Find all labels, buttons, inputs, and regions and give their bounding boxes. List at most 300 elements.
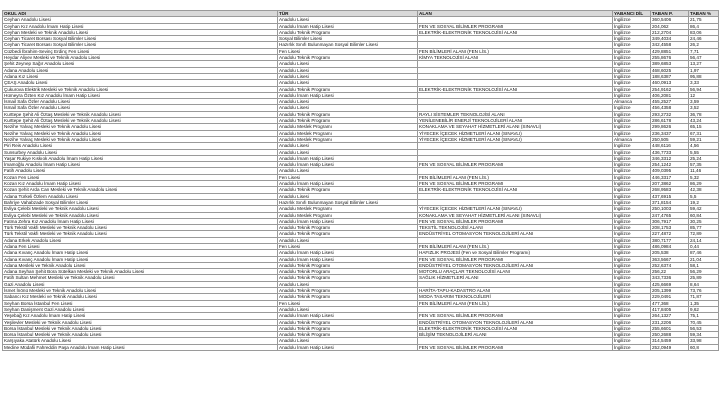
cell-tur: Anadolu Lisesi: [278, 237, 418, 243]
cell-dil: İngilizce: [613, 42, 651, 48]
cell-alan: FEN VE SOSYAL BİLİMLER PROGRAMI: [418, 313, 613, 319]
cell-okul: İsmail Safa Özler Anadolu Lisesi: [3, 99, 278, 105]
cell-taban: 286,6178: [651, 118, 689, 124]
cell-tur: Anadolu Lisesi: [278, 67, 418, 73]
cell-tur: Anadolu Lisesi: [278, 338, 418, 344]
cell-taban: 250,1003: [651, 206, 689, 212]
cell-yuzde: 57,35: [689, 162, 719, 168]
cell-okul: Gazi Anadolu Lisesi: [3, 281, 278, 287]
cell-dil: İngilizce: [613, 174, 651, 180]
cell-taban: 477,368: [651, 300, 689, 306]
cell-alan: FEN VE SOSYAL BİLİMLER PROGRAMI: [418, 344, 613, 350]
cell-dil: İngilizce: [613, 218, 651, 224]
cell-yuzde: 73,76: [689, 288, 719, 294]
cell-taban: 455,2527: [651, 99, 689, 105]
cell-dil: İngilizce: [613, 155, 651, 161]
cell-yuzde: 21,04: [689, 256, 719, 262]
cell-dil: İngilizce: [613, 162, 651, 168]
cell-dil: İngilizce: [613, 294, 651, 300]
cell-okul: Seyhan Borsa İstanbul Fen Lisesi: [3, 300, 278, 306]
cell-okul: Adana Türkeli Özlem Anadolu Lisesi: [3, 193, 278, 199]
cell-taban: 436,7733: [651, 149, 689, 155]
cell-yuzde: 56,94: [689, 86, 719, 92]
cell-alan: KİMYA TEKNOLOJİSİ ALANI: [418, 55, 613, 61]
cell-taban: 437,6915: [651, 193, 689, 199]
cell-tur: Anadolu İmam Hatip Lisesi: [278, 181, 418, 187]
cell-okul: Heydar Aliyev Mesleki ve Teknik Anadolu Lisesi: [3, 55, 278, 61]
cell-tur: Anadolu Lisesi: [278, 193, 418, 199]
cell-okul: Piri Reis Anadolu Lisesi: [3, 143, 278, 149]
cell-tur: Anadolu Lisesi: [278, 80, 418, 86]
cell-dil: İngilizce: [613, 262, 651, 268]
cell-taban: 252,6374: [651, 262, 689, 268]
cell-alan: KONAKLAMA VE SEYAHAT HİZMETLERİ ALANI (SINAVLI): [418, 124, 613, 130]
cell-taban: 299,8626: [651, 124, 689, 130]
cell-dil: İngilizce: [613, 143, 651, 149]
cell-dil: İngilizce: [613, 212, 651, 218]
cell-taban: 349,4034: [651, 36, 689, 42]
cell-tur: Anadolu Teknik Programı: [278, 118, 418, 124]
cell-tur: Anadolu Teknik Programı: [278, 55, 418, 61]
cell-tur: Anadolu Teknik Programı: [278, 294, 418, 300]
cell-okul: Sunsurbey Anadolu Lisesi: [3, 149, 278, 155]
cell-taban: 250,2688: [651, 332, 689, 338]
cell-yuzde: 59,34: [689, 332, 719, 338]
cell-yuzde: 56,29: [689, 269, 719, 275]
cell-alan: FEN VE SOSYAL BİLİMLER PROGRAMI: [418, 256, 613, 262]
cell-yuzde: 60,84: [689, 212, 719, 218]
cell-yuzde: 11,46: [689, 168, 719, 174]
cell-okul: Türk Tekstil Vakfı Mesleki ve Teknik Anadolu Lisesi: [3, 231, 278, 237]
cell-okul: Evliya Çelebi Mesleki ve Teknik Anadolu Lisesi: [3, 212, 278, 218]
cell-okul: Adana Mesleki ve Teknik Anadolu Lisesi: [3, 262, 278, 268]
cell-dil: İngilizce: [613, 48, 651, 54]
cell-taban: 429,8851: [651, 48, 689, 54]
cell-okul: Fatih Anadolu Lisesi: [3, 168, 278, 174]
cell-tur: Anadolu Teknik Programı: [278, 275, 418, 281]
cell-taban: 212,2704: [651, 29, 689, 35]
cell-tur: Fen Lisesi: [278, 174, 418, 180]
cell-alan: TEKSTİL TEKNOLOJİSİ ALANI: [418, 225, 613, 231]
cell-okul: Medine Müdafii Fahreddin Paşa Anadolu İmam Hatip Lisesi: [3, 344, 278, 350]
cell-alan: FEN VE SOSYAL BİLİMLER PROGRAMI: [418, 181, 613, 187]
cell-yuzde: 3,52: [689, 105, 719, 111]
cell-tur: Anadolu İmam Hatip Lisesi: [278, 92, 418, 98]
cell-yuzde: 86,29: [689, 181, 719, 187]
cell-yuzde: 33,98: [689, 338, 719, 344]
cell-tur: Anadolu Lisesi: [278, 105, 418, 111]
cell-taban: 306,7917: [651, 218, 689, 224]
header-dil: YABANCI DİL: [613, 11, 651, 17]
cell-tur: Anadolu Meslek Programı: [278, 136, 418, 142]
cell-tur: Anadolu Lisesi: [278, 17, 418, 23]
cell-taban: 229,0491: [651, 294, 689, 300]
cell-tur: Sosyal Bilimler Lisesi: [278, 36, 418, 42]
cell-yuzde: 83,06: [689, 29, 719, 35]
cell-alan: MOTORLU ARAÇLAR TEKNOLOJİSİ ALANI: [418, 269, 613, 275]
cell-yuzde: 7,71: [689, 48, 719, 54]
cell-dil: İngilizce: [613, 269, 651, 275]
header-taban: TABAN P.: [651, 11, 689, 17]
cell-taban: 363,5667: [651, 256, 689, 262]
cell-okul: Karşıyaka Atatürk Anadolu Lisesi: [3, 338, 278, 344]
cell-taban: 448,6116: [651, 143, 689, 149]
cell-taban: 406,2081: [651, 92, 689, 98]
cell-tur: Anadolu Meslek Programı: [278, 124, 418, 130]
cell-okul: Adana Kıvanç Anadolu İmam Hatip Lisesi: [3, 250, 278, 256]
cell-alan: FEN VE SOSYAL BİLİMLER PROGRAMI: [418, 23, 613, 29]
cell-yuzde: 5,5: [689, 193, 719, 199]
cell-alan: KONAKLAMA VE SEYAHAT HİZMETLERİ ALANI (SINAVLI): [418, 212, 613, 218]
cell-alan: MODA TASARIM TEKNOLOJİLERİ: [418, 294, 613, 300]
cell-dil: İngilizce: [613, 67, 651, 73]
cell-tur: Anadolu Lisesi: [278, 73, 418, 79]
cell-tur: Anadolu Teknik Programı: [278, 288, 418, 294]
cell-tur: Anadolu Lisesi: [278, 143, 418, 149]
cell-okul: Borsa İstanbul Mesleki ve Teknik Anadolu Lisesi: [3, 332, 278, 338]
cell-taban: 425,6669: [651, 281, 689, 287]
cell-tur: Anadolu Teknik Programı: [278, 231, 418, 237]
cell-taban: 314,5459: [651, 338, 689, 344]
school-table-sheet: [2, 10, 718, 351]
cell-taban: 205,538: [651, 250, 689, 256]
cell-yuzde: 71,87: [689, 294, 719, 300]
cell-alan: ENDÜSTRİYEL OTOMASYON TEKNOLOJİLERİ ALANI: [418, 262, 613, 268]
cell-okul: Fatma Zehra Kız Anadolu İmam Hatip Lisesi: [3, 218, 278, 224]
cell-dil: İngilizce: [613, 319, 651, 325]
cell-okul: Adana Erkek Anadolu Lisesi: [3, 237, 278, 243]
header-yuzde: TABAN %: [689, 11, 719, 17]
cell-taban: 236,3437: [651, 130, 689, 136]
cell-tur: Anadolu Teknik Programı: [278, 325, 418, 331]
cell-taban: 293,2732: [651, 111, 689, 117]
cell-taban: 360,5406: [651, 17, 689, 23]
cell-dil: İngilizce: [613, 92, 651, 98]
cell-tur: Anadolu Teknik Programı: [278, 332, 418, 338]
cell-dil: İngilizce: [613, 281, 651, 287]
cell-okul: Kozan Şehit Arda Can Mesleki ve Teknik Anadolu Lisesi: [3, 187, 278, 193]
cell-taban: 264,1327: [651, 313, 689, 319]
cell-okul: Yeşilevler Mesleki ve Teknik Anadolu Lisesi: [3, 319, 278, 325]
cell-okul: Yeşebağ Kız Anadolu İmam Hatip Lisesi: [3, 313, 278, 319]
cell-taban: 208,1753: [651, 225, 689, 231]
cell-okul: Adana Kıvanç Anadolu İmam Hatip Lisesi: [3, 256, 278, 262]
cell-yuzde: 65,15: [689, 124, 719, 130]
cell-yuzde: 56,53: [689, 325, 719, 331]
cell-tur: Anadolu Lisesi: [278, 149, 418, 155]
cell-taban: 231,2206: [651, 319, 689, 325]
cell-tur: Hazırlık Sınıfı Bulunmayan Sosyal Bilimler Lisesi: [278, 42, 418, 48]
cell-yuzde: 13,27: [689, 61, 719, 67]
cell-dil: İngilizce: [613, 231, 651, 237]
cell-dil: İngilizce: [613, 313, 651, 319]
cell-okul: Kurttepe Şehit Ali Öztaş Mesleki ve Teknik Anadolu Lisesi: [3, 118, 278, 124]
cell-yuzde: 43,24: [689, 118, 719, 124]
cell-taban: 342,4558: [651, 42, 689, 48]
cell-taban: 250,505: [651, 136, 689, 142]
cell-taban: 252,0949: [651, 344, 689, 350]
cell-alan: HARİTA-TAPU-KADASTRO ALANI: [418, 288, 613, 294]
cell-dil: İngilizce: [613, 338, 651, 344]
cell-taban: 486,0984: [651, 243, 689, 249]
cell-taban: 204,062: [651, 23, 689, 29]
cell-dil: İngilizce: [613, 118, 651, 124]
cell-dil: İngilizce: [613, 105, 651, 111]
cell-dil: İngilizce: [613, 181, 651, 187]
cell-tur: Anadolu İmam Hatip Lisesi: [278, 313, 418, 319]
cell-yuzde: 4,56: [689, 143, 719, 149]
cell-okul: Kozan Kız Anadolu İmam Hatip Lisesi: [3, 181, 278, 187]
cell-dil: İngilizce: [613, 80, 651, 86]
cell-tur: Anadolu Teknik Programı: [278, 187, 418, 193]
cell-taban: 417,8405: [651, 306, 689, 312]
school-table: [2, 10, 719, 351]
cell-dil: İngilizce: [613, 243, 651, 249]
cell-tur: Anadolu Teknik Programı: [278, 269, 418, 275]
cell-dil: İngilizce: [613, 193, 651, 199]
cell-taban: 380,7177: [651, 237, 689, 243]
cell-okul: Kozan Fen Lisesi: [3, 174, 278, 180]
header-okul: OKUL ADI: [3, 11, 278, 17]
cell-tur: Hazırlık Sınıfı Bulunmayan Sosyal Bilimler Lisesi: [278, 199, 418, 205]
cell-yuzde: 24,14: [689, 237, 719, 243]
cell-yuzde: 59,42: [689, 206, 719, 212]
cell-alan: ELEKTRİK-ELEKTRONİK TEKNOLOJİSİ ALANI: [418, 29, 613, 35]
cell-yuzde: 19,2: [689, 199, 719, 205]
cell-tur: Anadolu İmam Hatip Lisesi: [278, 23, 418, 29]
cell-yuzde: 72,89: [689, 231, 719, 237]
cell-taban: 205,1399: [651, 288, 689, 294]
cell-okul: Nezihe Yalvaç Mesleki ve Teknik Anadolu Lisesi: [3, 124, 278, 130]
header-tur: TÜR: [278, 11, 418, 17]
cell-dil: İngilizce: [613, 36, 651, 42]
cell-alan: FEN BİLİMLERİ ALANI (FEN LİS.): [418, 48, 613, 54]
cell-okul: Sabancı Kız Mesleki ve Teknik Anadolu Lisesi: [3, 294, 278, 300]
cell-yuzde: 26,2: [689, 42, 719, 48]
cell-taban: 255,8676: [651, 55, 689, 61]
cell-alan: YİYECEK İÇECEK HİZMETLERİ ALANI (SINAVLI): [418, 206, 613, 212]
cell-dil: İngilizce: [613, 344, 651, 350]
cell-alan: FEN BİLİMLERİ ALANI (FEN LİS.): [418, 243, 613, 249]
cell-dil: Almanca: [613, 136, 651, 142]
cell-okul: İsmet İnönü Mesleki ve Teknik Anadolu Lisesi: [3, 288, 278, 294]
cell-tur: Fen Lisesi: [278, 243, 418, 249]
cell-yuzde: 24,46: [689, 36, 719, 42]
cell-tur: Anadolu Teknik Programı: [278, 319, 418, 325]
cell-yuzde: 70,45: [689, 319, 719, 325]
cell-okul: Yaşar Rukiye Kıskıok Anadolu İmam Hatip Lisesi: [3, 155, 278, 161]
cell-okul: Ceyhan Mesleki ve Teknik Anadolu Lisesi: [3, 29, 278, 35]
cell-dil: İngilizce: [613, 300, 651, 306]
cell-taban: 446,3317: [651, 174, 689, 180]
cell-dil: İngilizce: [613, 111, 651, 117]
cell-alan: FEN VE SOSYAL BİLİMLER PROGRAMI: [418, 162, 613, 168]
cell-dil: İngilizce: [613, 29, 651, 35]
cell-tur: Anadolu Meslek Programı: [278, 212, 418, 218]
cell-taban: 409,0395: [651, 168, 689, 174]
cell-yuzde: 12: [689, 92, 719, 98]
cell-yuzde: 1,97: [689, 67, 719, 73]
cell-okul: Ceyhan Ticaret Borsası Sosyal Bilimler Lisesi: [3, 42, 278, 48]
cell-tur: Anadolu Lisesi: [278, 168, 418, 174]
cell-alan: YİYECEK İÇECEK HİZMETLERİ ALANI (SINAVLI): [418, 130, 613, 136]
cell-dil: İngilizce: [613, 130, 651, 136]
cell-yuzde: 3,59: [689, 99, 719, 105]
cell-yuzde: 5,32: [689, 174, 719, 180]
cell-dil: İngilizce: [613, 325, 651, 331]
cell-taban: 254,9162: [651, 86, 689, 92]
cell-taban: 207,3862: [651, 181, 689, 187]
cell-okul: İmamoğlu Anadolu İmam Hatip Lisesi: [3, 162, 278, 168]
cell-yuzde: 5,55: [689, 149, 719, 155]
cell-taban: 254,1242: [651, 162, 689, 168]
cell-yuzde: 8,64: [689, 281, 719, 287]
cell-okul: İsmail Safa Özler Anadolu Lisesi: [3, 105, 278, 111]
cell-alan: SAĞLIK HİZMETLERİ ALANI: [418, 275, 613, 281]
cell-dil: İngilizce: [613, 332, 651, 338]
cell-okul: Evliya Çelebi Mesleki ve Teknik Anadolu Lisesi: [3, 206, 278, 212]
cell-tur: Anadolu Lisesi: [278, 306, 418, 312]
cell-yuzde: 1,35: [689, 300, 719, 306]
cell-dil: İngilizce: [613, 61, 651, 67]
cell-dil: İngilizce: [613, 23, 651, 29]
cell-yuzde: 0,44: [689, 243, 719, 249]
cell-alan: FEN BİLİMLERİ ALANI (FEN LİS.): [418, 300, 613, 306]
cell-okul: Adana Seyhan Şehit Bora Sütelkan Mesleki ve Teknik Anadolu Lisesi: [3, 269, 278, 275]
cell-tur: Fen Lisesi: [278, 48, 418, 54]
cell-taban: 460,0913: [651, 80, 689, 86]
cell-yuzde: 21,75: [689, 17, 719, 23]
cell-dil: İngilizce: [613, 250, 651, 256]
cell-tur: Anadolu İmam Hatip Lisesi: [278, 256, 418, 262]
cell-dil: İngilizce: [613, 206, 651, 212]
cell-yuzde: 9,62: [689, 306, 719, 312]
cell-tur: Anadolu Meslek Programı: [278, 130, 418, 136]
cell-tur: Anadolu Lisesi: [278, 99, 418, 105]
table-row: [3, 344, 719, 350]
cell-okul: Adana Fen Lisesi: [3, 243, 278, 249]
cell-alan: YİYECEK İÇECEK HİZMETLERİ ALANI (SINAVLI): [418, 136, 613, 142]
cell-okul: Türk Tekstil Vakfı Mesleki ve Teknik Anadolu Lisesi: [3, 225, 278, 231]
cell-taban: 343,7336: [651, 275, 689, 281]
cell-tur: Anadolu İmam Hatip Lisesi: [278, 162, 418, 168]
cell-yuzde: 58,1: [689, 262, 719, 268]
cell-taban: 255,6601: [651, 325, 689, 331]
cell-tur: Anadolu Teknik Programı: [278, 225, 418, 231]
cell-okul: Seyhan Danişment Gazi Anadolu Lisesi: [3, 306, 278, 312]
cell-alan: ELEKTRİK-ELEKTRONİK TEKNOLOJİSİ ALANI: [418, 187, 613, 193]
cell-dil: İngilizce: [613, 199, 651, 205]
cell-taban: 268,9583: [651, 187, 689, 193]
cell-yuzde: 75,1: [689, 313, 719, 319]
cell-alan: YENİLENEBİLİR ENERJİ TEKNOLOJİLERİ ALANI: [418, 118, 613, 124]
cell-alan: HAFIZLIK PROJESİ (Fen ve Sosyal Bilimler Programı): [418, 250, 613, 256]
cell-okul: Nezihe Yalvaç Mesleki ve Teknik Anadolu Lisesi: [3, 136, 278, 142]
cell-okul: Kurttepe Şehit Ali Öztaş Mesleki ve Teknik Anadolu Lisesi: [3, 111, 278, 117]
table-body: [3, 17, 719, 351]
cell-alan: RAYLI SİSTEMLER TEKNOLOJİSİ ALANI: [418, 111, 613, 117]
cell-taban: 256,22: [651, 269, 689, 275]
cell-taban: 188,6387: [651, 73, 689, 79]
cell-taban: 346,3312: [651, 155, 689, 161]
cell-yuzde: 36,78: [689, 111, 719, 117]
cell-tur: Anadolu Teknik Programı: [278, 262, 418, 268]
cell-yuzde: 87,46: [689, 250, 719, 256]
cell-taban: 247,4765: [651, 212, 689, 218]
cell-okul: Borsa İstanbul Mesleki ve Teknik Anadolu Lisesi: [3, 325, 278, 331]
cell-yuzde: 59,21: [689, 136, 719, 142]
cell-yuzde: 95,88: [689, 73, 719, 79]
cell-dil: İngilizce: [613, 275, 651, 281]
cell-okul: Ceyhan Ticaret Borsası Sosyal Bilimler Lisesi: [3, 36, 278, 42]
cell-okul: Şehit Zeynep Sağır Anadolu Lisesi: [3, 61, 278, 67]
cell-yuzde: 25,89: [689, 275, 719, 281]
cell-tur: Anadolu Teknik Programı: [278, 29, 418, 35]
cell-alan: BİLİŞİM TEKNOLOJİLERİ ALANI: [418, 332, 613, 338]
cell-yuzde: 67,31: [689, 130, 719, 136]
cell-okul: Fatih Sultan Mehmet Mesleki ve Teknik Anadolu Lisesi: [3, 275, 278, 281]
cell-dil: İngilizce: [613, 55, 651, 61]
cell-alan: ENDÜSTRİYEL OTOMASYON TEKNOLOJİLERİ ALANI: [418, 231, 613, 237]
cell-dil: İngilizce: [613, 73, 651, 79]
header-alan: ALAN: [418, 11, 613, 17]
cell-tur: Anadolu İmam Hatip Lisesi: [278, 218, 418, 224]
cell-alan: FEN BİLİMLERİ ALANI (FEN LİS.): [418, 174, 613, 180]
cell-alan: FEN VE SOSYAL BİLİMLER PROGRAMI: [418, 218, 613, 224]
cell-dil: İngilizce: [613, 306, 651, 312]
cell-dil: İngilizce: [613, 149, 651, 155]
cell-yuzde: 56,47: [689, 55, 719, 61]
cell-okul: Cüzbedi İbrahim-Sevinç Erdinç Fen Lisesi: [3, 48, 278, 54]
cell-alan: ELEKTRİK-ELEKTRONİK TEKNOLOJİSİ ALANI: [418, 86, 613, 92]
cell-okul: Adana Anadolu Lisesi: [3, 67, 278, 73]
cell-tur: Anadolu İmam Hatip Lisesi: [278, 155, 418, 161]
cell-dil: İngilizce: [613, 288, 651, 294]
cell-taban: 227,4872: [651, 231, 689, 237]
cell-dil: İngilizce: [613, 187, 651, 193]
cell-alan: ELEKTRİK-ELEKTRONİK TEKNOLOJİSİ ALANI: [418, 325, 613, 331]
cell-dil: İngilizce: [613, 86, 651, 92]
cell-taban: 389,6853: [651, 61, 689, 67]
cell-taban: 468,6025: [651, 67, 689, 73]
cell-tur: Anadolu Teknik Programı: [278, 86, 418, 92]
cell-tur: Anadolu Meslek Programı: [278, 206, 418, 212]
cell-yuzde: 60,8: [689, 344, 719, 350]
cell-dil: İngilizce: [613, 17, 651, 23]
cell-taban: 371,8154: [651, 199, 689, 205]
cell-yuzde: 30,25: [689, 218, 719, 224]
cell-yuzde: 3,33: [689, 80, 719, 86]
cell-tur: Fen Lisesi: [278, 300, 418, 306]
cell-okul: ÇEAŞ Anadolu Lisesi: [3, 80, 278, 86]
cell-yuzde: 86,4: [689, 23, 719, 29]
cell-dil: İngilizce: [613, 168, 651, 174]
cell-tur: Anadolu Teknik Programı: [278, 111, 418, 117]
cell-okul: Çukurova Elektrik Mesleki ve Teknik Anadolu Lisesi: [3, 86, 278, 92]
cell-yuzde: 85,77: [689, 225, 719, 231]
cell-dil: Almanca: [613, 99, 651, 105]
cell-okul: Adana Kız Lisesi: [3, 73, 278, 79]
cell-alan: ENDÜSTRİYEL OTOMASYON TEKNOLOJİLERİ ALANI: [418, 319, 613, 325]
cell-taban: 456,4358: [651, 105, 689, 111]
cell-tur: Anadolu Lisesi: [278, 61, 418, 67]
cell-dil: İngilizce: [613, 237, 651, 243]
cell-okul: Nezihe Yalvaç Mesleki ve Teknik Anadolu Lisesi: [3, 130, 278, 136]
cell-tur: Anadolu İmam Hatip Lisesi: [278, 250, 418, 256]
cell-yuzde: 25,24: [689, 155, 719, 161]
cell-tur: Anadolu İmam Hatip Lisesi: [278, 344, 418, 350]
cell-dil: İngilizce: [613, 256, 651, 262]
